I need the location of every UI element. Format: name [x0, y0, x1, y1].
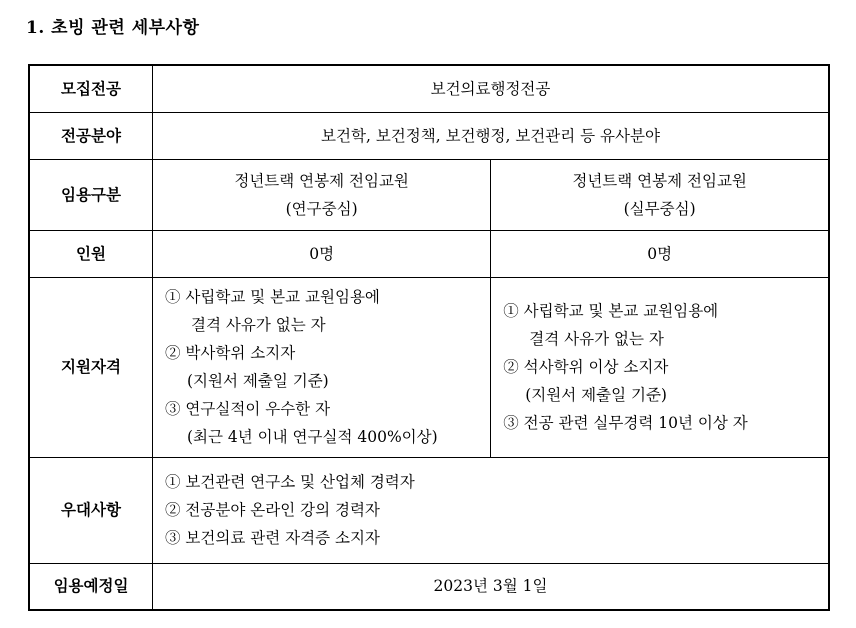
- appointment-type-practice: [491, 159, 829, 230]
- qualification-practice: [491, 277, 829, 457]
- appointment-type-research-line2: (연구중심): [285, 199, 358, 218]
- recruit-major-label: 모집전공: [29, 65, 153, 112]
- table-row-preference: [29, 457, 829, 563]
- table-row-field: [29, 112, 829, 159]
- qualification-research-item: ③ 연구실적이 우수한 자: [165, 400, 331, 418]
- headcount-research: 0명: [153, 230, 491, 277]
- appointment-type-practice-line2: (실무중심): [623, 199, 696, 218]
- table-row-appointment-type: [29, 159, 829, 230]
- field-value: 보건학, 보건정책, 보건행정, 보건관리 등 유사분야: [153, 112, 830, 159]
- preference-item: ③ 보건의료 관련 자격증 소지자: [165, 529, 380, 547]
- preference-label: 우대사항: [29, 457, 153, 563]
- recruitment-details-table: [28, 64, 830, 611]
- qualification-research-item: 결격 사유가 없는 자: [191, 316, 326, 334]
- qualification-practice-item: 결격 사유가 없는 자: [529, 330, 664, 348]
- headcount-label: 인원: [29, 230, 153, 277]
- preference-item: ① 보건관련 연구소 및 산업체 경력자: [165, 473, 415, 491]
- appointment-type-research-line1: 정년트랙 연봉제 전임교원: [234, 171, 409, 190]
- qualification-practice-item: ③ 전공 관련 실무경력 10년 이상 자: [503, 414, 748, 432]
- qualification-research: [153, 277, 491, 457]
- section-title: 1. 초빙 관련 세부사항: [26, 18, 200, 38]
- qualification-label: 지원자격: [29, 277, 153, 457]
- appointment-date-value: 2023년 3월 1일: [153, 563, 830, 610]
- qualification-research-item: ① 사립학교 및 본교 교원임용에: [165, 288, 380, 306]
- table-row-headcount: [29, 230, 829, 277]
- table-row-qualification: [29, 277, 829, 457]
- preference-list: [153, 457, 830, 563]
- qualification-research-item: (지원서 제출일 기준): [187, 372, 329, 390]
- table-row-appointment-date: [29, 563, 829, 610]
- qualification-research-item: (최근 4년 이내 연구실적 400%이상): [187, 428, 438, 446]
- table-row-recruit-major: [29, 65, 829, 112]
- headcount-practice: 0명: [491, 230, 829, 277]
- qualification-practice-item: ② 석사학위 이상 소지자: [503, 358, 669, 376]
- qualification-practice-item: (지원서 제출일 기준): [525, 386, 667, 404]
- appointment-type-research: [153, 159, 491, 230]
- appointment-type-label: 임용구분: [29, 159, 153, 230]
- field-label: 전공분야: [29, 112, 153, 159]
- recruit-major-value: 보건의료행정전공: [153, 65, 830, 112]
- preference-item: ② 전공분야 온라인 강의 경력자: [165, 501, 380, 519]
- appointment-type-practice-line1: 정년트랙 연봉제 전임교원: [572, 171, 747, 190]
- qualification-practice-item: ① 사립학교 및 본교 교원임용에: [503, 302, 719, 320]
- qualification-research-item: ② 박사학위 소지자: [165, 344, 296, 362]
- appointment-date-label: 임용예정일: [29, 563, 153, 610]
